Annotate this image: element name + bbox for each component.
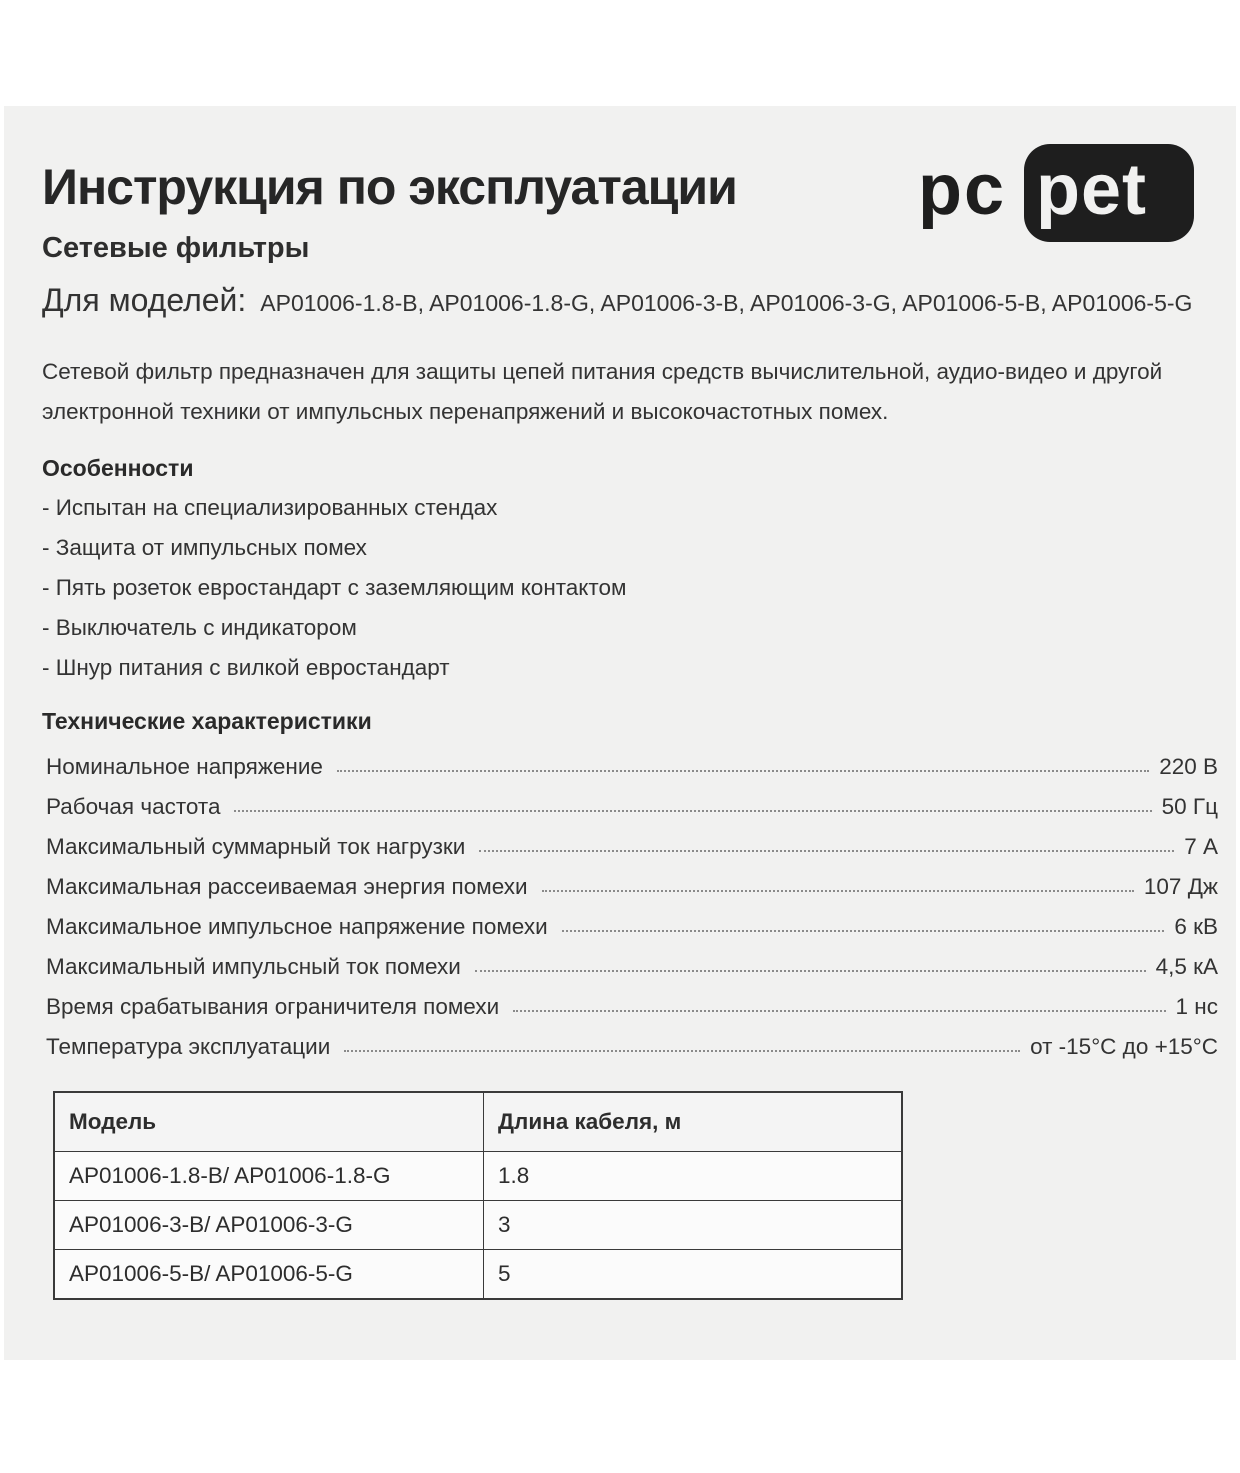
table-header-row	[54, 1092, 902, 1152]
page-subtitle: Сетевые фильтры	[42, 232, 310, 264]
table-cell-model: AP01006-3-B/ AP01006-3-G	[54, 1201, 484, 1250]
spec-name: Максимальное импульсное напряжение помехи	[46, 914, 548, 939]
spec-value: от -15°С до +15°С	[1030, 1034, 1218, 1059]
logo-text-plain: pc	[918, 150, 1007, 230]
dotted-leader	[513, 1010, 1165, 1012]
spec-value: 50 Гц	[1161, 794, 1218, 819]
spec-row	[46, 940, 1218, 980]
spec-name: Температура эксплуатации	[46, 1034, 331, 1059]
table-cell-model: AP01006-1.8-B/ AP01006-1.8-G	[54, 1152, 484, 1201]
spec-row	[46, 900, 1218, 940]
table-header-cable-length: Длина кабеля, м	[484, 1092, 903, 1152]
page-title: Инструкция по эксплуатации	[42, 159, 737, 215]
spec-value: 107 Дж	[1143, 874, 1218, 899]
table-row	[54, 1201, 902, 1250]
models-label: Для моделей:	[42, 282, 247, 318]
dotted-leader	[337, 770, 1149, 772]
spec-name: Время срабатывания ограничителя помехи	[46, 994, 500, 1019]
dotted-leader	[479, 850, 1174, 852]
feature-item: - Испытан на специализированных стендах	[42, 495, 498, 520]
table-cell-model: AP01006-5-B/ AP01006-5-G	[54, 1250, 484, 1300]
spec-row	[46, 980, 1218, 1020]
models-list: AP01006-1.8-B, AP01006-1.8-G, AP01006-3-B, AP01006-3-G, AP01006-5-B, AP01006-5-G	[260, 290, 1193, 316]
cable-length-table	[53, 1091, 903, 1300]
spec-row	[46, 1020, 1218, 1060]
feature-item: - Выключатель с индикатором	[42, 615, 357, 640]
dotted-leader	[542, 890, 1134, 892]
table-cell-length: 3	[484, 1201, 903, 1250]
feature-item: - Защита от импульсных помех	[42, 535, 367, 560]
spec-value: 4,5 кА	[1155, 954, 1218, 979]
specs-heading: Технические характеристики	[42, 708, 372, 734]
spec-name: Максимальный суммарный ток нагрузки	[46, 834, 466, 859]
feature-item: - Пять розеток евростандарт с заземляющим контактом	[42, 575, 627, 600]
spec-name: Максимальный импульсный ток помехи	[46, 954, 461, 979]
specs-list	[46, 740, 1218, 1060]
spec-row	[46, 820, 1218, 860]
dotted-leader	[234, 810, 1151, 812]
spec-row	[46, 860, 1218, 900]
dotted-leader	[344, 1050, 1020, 1052]
intro-paragraph: Сетевой фильтр предназначен для защиты цепей питания средств вычислительной, аудио-видео и другой электронной техники от импульсных перенапряжений и высокочастотных помех.	[42, 359, 1163, 424]
table-header-model: Модель	[54, 1092, 484, 1152]
features-list	[42, 488, 626, 688]
dotted-leader	[475, 970, 1146, 972]
logo-text-boxed: pet	[1036, 150, 1147, 230]
table-cell-length: 5	[484, 1250, 903, 1300]
table-cell-length: 1.8	[484, 1152, 903, 1201]
spec-value: 7 А	[1184, 834, 1218, 859]
features-heading: Особенности	[42, 455, 194, 481]
table-row	[54, 1152, 902, 1201]
spec-name: Рабочая частота	[46, 794, 221, 819]
spec-value: 6 кВ	[1174, 914, 1218, 939]
feature-item: - Шнур питания с вилкой евростандарт	[42, 655, 450, 680]
spec-row	[46, 740, 1218, 780]
spec-value: 1 нс	[1175, 994, 1218, 1019]
models-line	[42, 282, 1192, 319]
spec-name: Максимальная рассеиваемая энергия помехи	[46, 874, 528, 899]
spec-name: Номинальное напряжение	[46, 754, 323, 779]
spec-row	[46, 780, 1218, 820]
dotted-leader	[562, 930, 1165, 932]
pcpet-logo	[918, 140, 1194, 246]
table-row	[54, 1250, 902, 1300]
spec-value: 220 В	[1159, 754, 1218, 779]
